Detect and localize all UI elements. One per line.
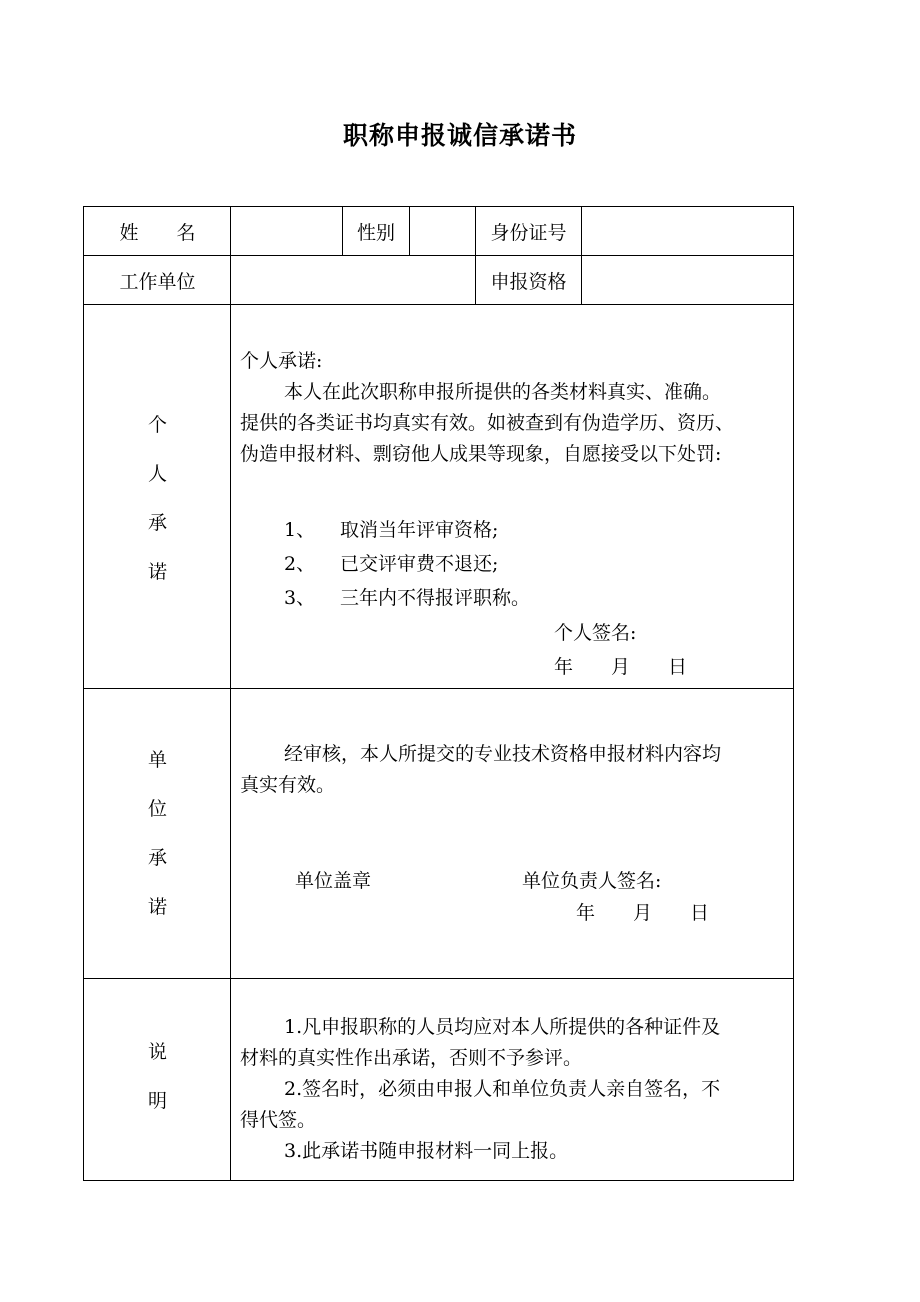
note-line: 3.此承诺书随申报材料一同上报。 [284,1140,569,1162]
personal-signature-label: 个人签名: [554,622,637,644]
unit-commitment-side-label [84,736,231,932]
personal-signature-area[interactable] [650,615,780,643]
body-line: 提供的各类证书均真实有效。如被查到有伪造学历、资历、 [240,412,735,434]
note-line: 1.凡申报职称的人员均应对本人所提供的各种证件及 [284,1016,721,1038]
notes-body [240,1012,720,1167]
id-number-field[interactable] [582,207,793,256]
note-line: 得代签。 [240,1109,317,1131]
side-label-char: 个 [147,414,167,436]
gender-label: 性别 [356,222,395,244]
penalty-number: 1、 [284,519,316,541]
id-number-label: 身份证号 [490,222,567,244]
body-line: 真实有效。 [240,774,336,796]
side-label-char: 明 [147,1090,167,1112]
body-line: 伪造申报材料、剽窃他人成果等现象，自愿接受以下处罚: [240,443,722,465]
side-label-char: 诺 [147,896,167,918]
side-label-char: 位 [147,798,167,820]
notes-side-label [84,1028,231,1126]
personal-commitment-heading: 个人承诺: [240,350,323,372]
row-divider [84,304,793,305]
unit-seal-label: 单位盖章 [295,870,372,892]
gender-field[interactable] [410,207,475,256]
side-label-char: 承 [147,847,167,869]
row-divider [84,978,793,979]
commitment-form [83,206,794,1181]
penalty-number: 2、 [284,553,316,575]
unit-signature-area[interactable] [676,863,786,891]
penalty-text: 三年内不得报评职称。 [340,587,531,609]
note-line: 2.签名时，必须由申报人和单位负责人亲自签名，不 [284,1078,721,1100]
qualification-field[interactable] [582,256,793,304]
work-unit-label: 工作单位 [119,270,196,293]
qualification-label: 申报资格 [490,270,567,293]
side-label-char: 承 [147,512,167,534]
penalty-text: 取消当年评审资格; [340,519,499,541]
name-label: 姓 名 [119,222,196,244]
personal-date-line: 年 月 日 [554,656,688,678]
unit-leader-signature-label: 单位负责人签名: [522,870,662,892]
body-line: 经审核，本人所提交的专业技术资格申报材料内容均 [284,743,722,765]
unit-date-line: 年 月 日 [576,902,710,924]
name-field[interactable] [231,207,342,256]
side-label-char: 说 [147,1041,167,1063]
penalty-item [284,549,498,576]
side-label-char: 人 [147,463,167,485]
document-title: 职称申报诚信承诺书 [342,121,577,150]
personal-commitment-side-label [84,401,231,597]
body-line: 本人在此次职称申报所提供的各类材料真实、准确。 [284,381,722,403]
penalty-item [284,583,530,610]
row-divider [84,688,793,689]
penalty-item [284,515,498,542]
side-label-char: 诺 [147,561,167,583]
side-label-char: 单 [147,749,167,771]
personal-commitment-body [240,377,734,470]
penalty-number: 3、 [284,587,316,609]
note-line: 材料的真实性作出承诺，否则不予参评。 [240,1047,583,1069]
unit-commitment-body [240,739,721,801]
work-unit-field[interactable] [231,256,475,304]
penalty-text: 已交评审费不退还; [340,553,499,575]
